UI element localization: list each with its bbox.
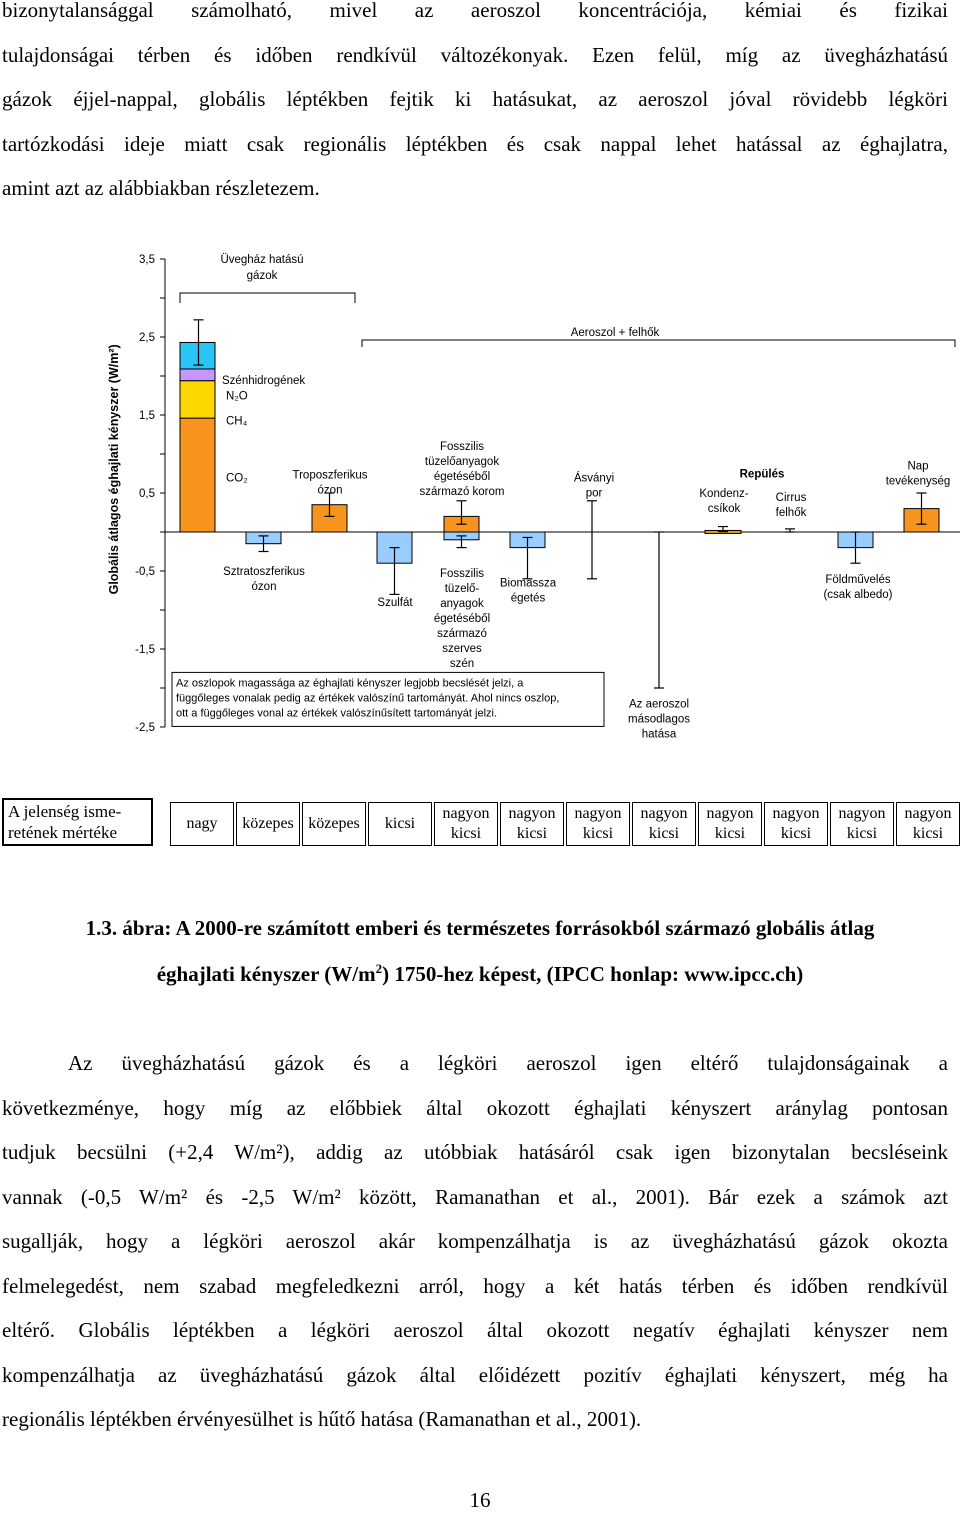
text-line: amint azt az alábbiakban részletezem. — [2, 176, 320, 200]
biomass-label: égetés — [510, 592, 546, 605]
dust-label: Ásványi — [573, 472, 615, 485]
text-line: következménye, hogy míg az előbbiek által okozott éghajlati kényszert aránylag pontosan — [2, 1095, 948, 1120]
fossil-oc-label: tüzelő- — [444, 583, 480, 595]
greenhouse-bracket — [180, 293, 355, 303]
figure-caption-line2 — [0, 961, 960, 987]
text-line: bizonytalansággal számolható, mivel az aeroszol koncentrációja, kémiai és fizikai — [2, 0, 948, 22]
fossil-oc-label: anyagok — [440, 598, 484, 610]
dust-label: por — [585, 487, 603, 500]
aviation-label: Repülés — [739, 468, 785, 481]
y-tick-label: -0,5 — [135, 566, 155, 578]
trop-ozone-label: ózon — [317, 484, 343, 497]
contrails-label: Kondenz- — [699, 488, 749, 500]
fossil-bc-label: Fosszilis — [439, 441, 485, 454]
text-line: felmelegedést, nem szabad megfeledkezni arról, hogy a két hatás térben és időben rendkívül — [2, 1273, 948, 1298]
fossil-bc-label: származó korom — [419, 486, 505, 499]
text-line: Az üvegházhatású gázok és a légköri aeroszol igen eltérő tulajdonságainak a — [68, 1051, 948, 1075]
y-axis-label: Globális átlagos éghajlati kényszer (W/m²) — [107, 344, 121, 595]
fossil-oc-label: égetéséből — [433, 613, 491, 625]
text-line: tartózkodási ideje miatt csak regionális léptékben és csak nappal lehet hatással az éghajlatra, — [2, 131, 948, 156]
greenhouse-group-label: gázok — [246, 270, 278, 282]
certainty-cell: nagyon kicsi — [632, 802, 696, 846]
n2o-label: N₂O — [226, 390, 248, 403]
certainty-cell: nagyon kicsi — [500, 802, 564, 846]
legend-box — [172, 672, 604, 726]
solar-label: Nap — [907, 460, 929, 473]
text-line: tulajdonságai térben és időben rendkívül változékonyak. Ezen felül, míg az üvegházhatású — [2, 42, 948, 67]
fossil-oc-label: származó — [437, 628, 487, 640]
landuse-label: Földművelés — [825, 573, 891, 586]
certainty-cell: nagyon kicsi — [698, 802, 762, 846]
certainty-cell: közepes — [236, 802, 300, 846]
greenhouse-group-label: Üvegház hatású — [220, 254, 304, 266]
cirrus-label: felhők — [775, 506, 807, 519]
top-paragraph — [2, 0, 948, 211]
text-line: gázok éjjel-nappal, globális léptékben fejtik ki hatásukat, az aeroszol jóval rövidebb légköri — [2, 87, 948, 111]
strat-ozone-label: ózon — [251, 581, 277, 593]
indirect-label: másodlagos — [627, 713, 691, 726]
y-axis — [135, 254, 960, 734]
y-tick-label: 2,5 — [139, 332, 155, 344]
caption-text: ) 1750-hez képest, (IPCC honlap: www.ipcc.ch) — [382, 962, 804, 986]
biomass-label: Biomassza — [499, 577, 557, 590]
certainty-header — [2, 798, 153, 846]
certainty-cell: nagyon kicsi — [764, 802, 828, 846]
certainty-cell: kicsi — [368, 802, 432, 846]
bar-segment — [180, 369, 215, 381]
ch4-label: CH₄ — [226, 415, 248, 428]
fossil-oc-label: szerves — [442, 643, 482, 655]
page-number: 16 — [469, 1488, 491, 1512]
y-tick-label: 1,5 — [139, 410, 155, 422]
certainty-header-line: retének mértéke — [8, 823, 118, 842]
certainty-table — [0, 770, 960, 850]
legend-line: függőleges vonalak pedig az értékek valószínű tartományát. Ahol nincs oszlop, — [176, 692, 560, 705]
y-tick-label: -1,5 — [135, 644, 155, 656]
radiative-forcing-chart — [0, 240, 960, 750]
text-line: regionális léptékben érvényesülhet is hűtő hatása (Ramanathan et al., 2001). — [2, 1407, 642, 1431]
legend-line: ott a függőleges vonal az értékek valószínűsített tartományát jelzi. — [176, 707, 498, 720]
hydrocarbons-label: Szénhidrogének — [222, 374, 306, 387]
certainty-cell: nagyon kicsi — [896, 802, 960, 846]
figure-caption-line1: 1.3. ábra: A 2000-re számított emberi és természetes forrásokból származó globális átlag — [85, 916, 875, 940]
fossil-bc-label: tüzelőanyagok — [424, 456, 500, 469]
text-line: tudjuk becsülni (+2,4 W/m²), addig az utóbbiak hatásáról csak igen bizonytalan becsléseink — [2, 1140, 948, 1164]
fossil-oc-label: szén — [449, 658, 475, 670]
certainty-cell: nagy — [170, 802, 234, 846]
indirect-label: hatása — [641, 728, 677, 741]
certainty-header-line: A jelenség isme- — [8, 802, 122, 821]
trop-ozone-label: Troposzferikus — [292, 469, 368, 482]
certainty-cell: nagyon kicsi — [830, 802, 894, 846]
landuse-label: (csak albedo) — [823, 588, 893, 601]
aerosol-group-label: Aeroszol + felhők — [570, 327, 660, 339]
strat-ozone-label: Sztratoszferikus — [223, 566, 305, 578]
text-line: eltérő. Globális léptékben a légköri aeroszol által okozott negatív éghajlati kényszer nem — [2, 1318, 948, 1342]
y-tick-label: 0,5 — [139, 488, 155, 500]
certainty-cell: nagyon kicsi — [434, 802, 498, 846]
co2-label: CO₂ — [226, 472, 248, 485]
y-tick-label: -2,5 — [135, 722, 155, 734]
caption-superscript: 2 — [375, 961, 383, 976]
text-line: vannak (-0,5 W/m² és -2,5 W/m² között, Ramanathan et al., 2001). Bár ezek a számok azt — [2, 1184, 948, 1209]
sulfate-label: Szulfát — [377, 597, 413, 610]
bar-segment — [180, 381, 215, 418]
aerosol-bracket — [362, 340, 955, 347]
bar-segment — [180, 418, 215, 532]
group-brackets — [180, 254, 955, 347]
legend-line: Az oszlopok magassága az éghajlati kényszer legjobb becslését jelzi, a — [176, 677, 524, 690]
caption-text: éghajlati kényszer (W/m — [156, 962, 376, 986]
fossil-bc-label: égetéséből — [433, 471, 491, 484]
contrails-label: csíkok — [707, 503, 741, 515]
solar-label: tevékenység — [885, 475, 951, 488]
y-tick-label: 3,5 — [139, 254, 155, 266]
indirect-label: Az aeroszol — [628, 698, 690, 711]
certainty-cell: nagyon kicsi — [566, 802, 630, 846]
fossil-oc-label: Fosszilis — [439, 568, 485, 580]
body-paragraph — [2, 1041, 948, 1442]
cirrus-label: Cirrus — [775, 491, 807, 504]
text-line: sugallják, hogy a légköri aeroszol akár kompenzálhatja is az üvegházhatású gázok okozta — [2, 1229, 948, 1253]
certainty-cell: közepes — [302, 802, 366, 846]
text-line: kompenzálhatja az üvegházhatású gázok által előidézett pozitív éghajlati kényszert, még ha — [2, 1362, 948, 1387]
